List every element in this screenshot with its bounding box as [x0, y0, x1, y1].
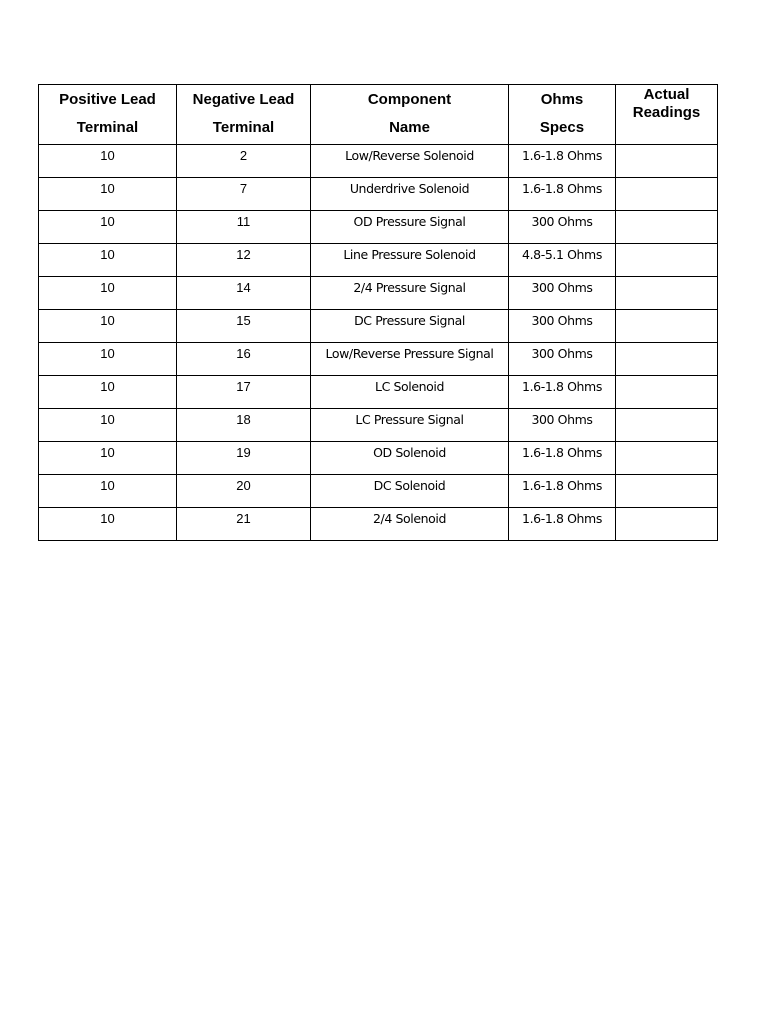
- header-positive-lead-terminal: Positive Lead Terminal: [39, 85, 177, 145]
- negative-lead-cell: 17: [177, 376, 311, 409]
- table-row: [39, 508, 718, 541]
- positive-lead-cell: 10: [39, 178, 177, 211]
- header-ohms-specs: Ohms Specs: [509, 85, 616, 145]
- table-body: [39, 145, 718, 541]
- table-row: [39, 376, 718, 409]
- table-row: [39, 409, 718, 442]
- positive-lead-cell: 10: [39, 343, 177, 376]
- ohms-spec-cell: 1.6-1.8 Ohms: [509, 475, 616, 508]
- actual-reading-cell: [616, 376, 718, 409]
- ohms-spec-cell: 4.8-5.1 Ohms: [509, 244, 616, 277]
- ohms-spec-cell: 1.6-1.8 Ohms: [509, 508, 616, 541]
- negative-lead-cell: 2: [177, 145, 311, 178]
- positive-lead-cell: 10: [39, 376, 177, 409]
- actual-reading-cell: [616, 310, 718, 343]
- table-row: [39, 145, 718, 178]
- header-row: [39, 85, 718, 145]
- actual-reading-cell: [616, 508, 718, 541]
- component-name-cell: Low/Reverse Solenoid: [311, 145, 509, 178]
- component-name-cell: LC Pressure Signal: [311, 409, 509, 442]
- actual-reading-cell: [616, 475, 718, 508]
- table-row: [39, 211, 718, 244]
- ohms-spec-cell: 1.6-1.8 Ohms: [509, 442, 616, 475]
- ohms-spec-cell: 1.6-1.8 Ohms: [509, 178, 616, 211]
- header-negative-lead-terminal: Negative Lead Terminal: [177, 85, 311, 145]
- table-row: [39, 178, 718, 211]
- ohms-spec-cell: 1.6-1.8 Ohms: [509, 376, 616, 409]
- positive-lead-cell: 10: [39, 442, 177, 475]
- ohms-spec-cell: 300 Ohms: [509, 211, 616, 244]
- table-row: [39, 310, 718, 343]
- component-name-cell: DC Solenoid: [311, 475, 509, 508]
- negative-lead-cell: 15: [177, 310, 311, 343]
- negative-lead-cell: 20: [177, 475, 311, 508]
- positive-lead-cell: 10: [39, 211, 177, 244]
- negative-lead-cell: 12: [177, 244, 311, 277]
- actual-reading-cell: [616, 178, 718, 211]
- component-name-cell: Underdrive Solenoid: [311, 178, 509, 211]
- actual-reading-cell: [616, 211, 718, 244]
- component-name-cell: OD Solenoid: [311, 442, 509, 475]
- ohms-spec-cell: 300 Ohms: [509, 343, 616, 376]
- actual-reading-cell: [616, 244, 718, 277]
- actual-reading-cell: [616, 343, 718, 376]
- component-name-cell: OD Pressure Signal: [311, 211, 509, 244]
- ohms-spec-cell: 300 Ohms: [509, 409, 616, 442]
- negative-lead-cell: 14: [177, 277, 311, 310]
- positive-lead-cell: 10: [39, 475, 177, 508]
- ohms-spec-cell: 1.6-1.8 Ohms: [509, 145, 616, 178]
- table-row: [39, 244, 718, 277]
- negative-lead-cell: 18: [177, 409, 311, 442]
- negative-lead-cell: 16: [177, 343, 311, 376]
- negative-lead-cell: 21: [177, 508, 311, 541]
- table-header: [39, 85, 718, 145]
- ohms-spec-cell: 300 Ohms: [509, 277, 616, 310]
- component-name-cell: 2/4 Pressure Signal: [311, 277, 509, 310]
- negative-lead-cell: 11: [177, 211, 311, 244]
- table-row: [39, 343, 718, 376]
- negative-lead-cell: 7: [177, 178, 311, 211]
- positive-lead-cell: 10: [39, 409, 177, 442]
- component-name-cell: Low/Reverse Pressure Signal: [311, 343, 509, 376]
- component-name-cell: 2/4 Solenoid: [311, 508, 509, 541]
- negative-lead-cell: 19: [177, 442, 311, 475]
- component-name-cell: DC Pressure Signal: [311, 310, 509, 343]
- positive-lead-cell: 10: [39, 277, 177, 310]
- positive-lead-cell: 10: [39, 244, 177, 277]
- actual-reading-cell: [616, 442, 718, 475]
- positive-lead-cell: 10: [39, 310, 177, 343]
- actual-reading-cell: [616, 145, 718, 178]
- table-row: [39, 475, 718, 508]
- table-row: [39, 442, 718, 475]
- ohms-spec-cell: 300 Ohms: [509, 310, 616, 343]
- component-name-cell: Line Pressure Solenoid: [311, 244, 509, 277]
- readings-table: [38, 84, 718, 541]
- actual-reading-cell: [616, 409, 718, 442]
- positive-lead-cell: 10: [39, 508, 177, 541]
- table-row: [39, 277, 718, 310]
- actual-reading-cell: [616, 277, 718, 310]
- positive-lead-cell: 10: [39, 145, 177, 178]
- header-component-name: Component Name: [311, 85, 509, 145]
- header-actual-readings: Actual Readings: [616, 85, 718, 145]
- component-name-cell: LC Solenoid: [311, 376, 509, 409]
